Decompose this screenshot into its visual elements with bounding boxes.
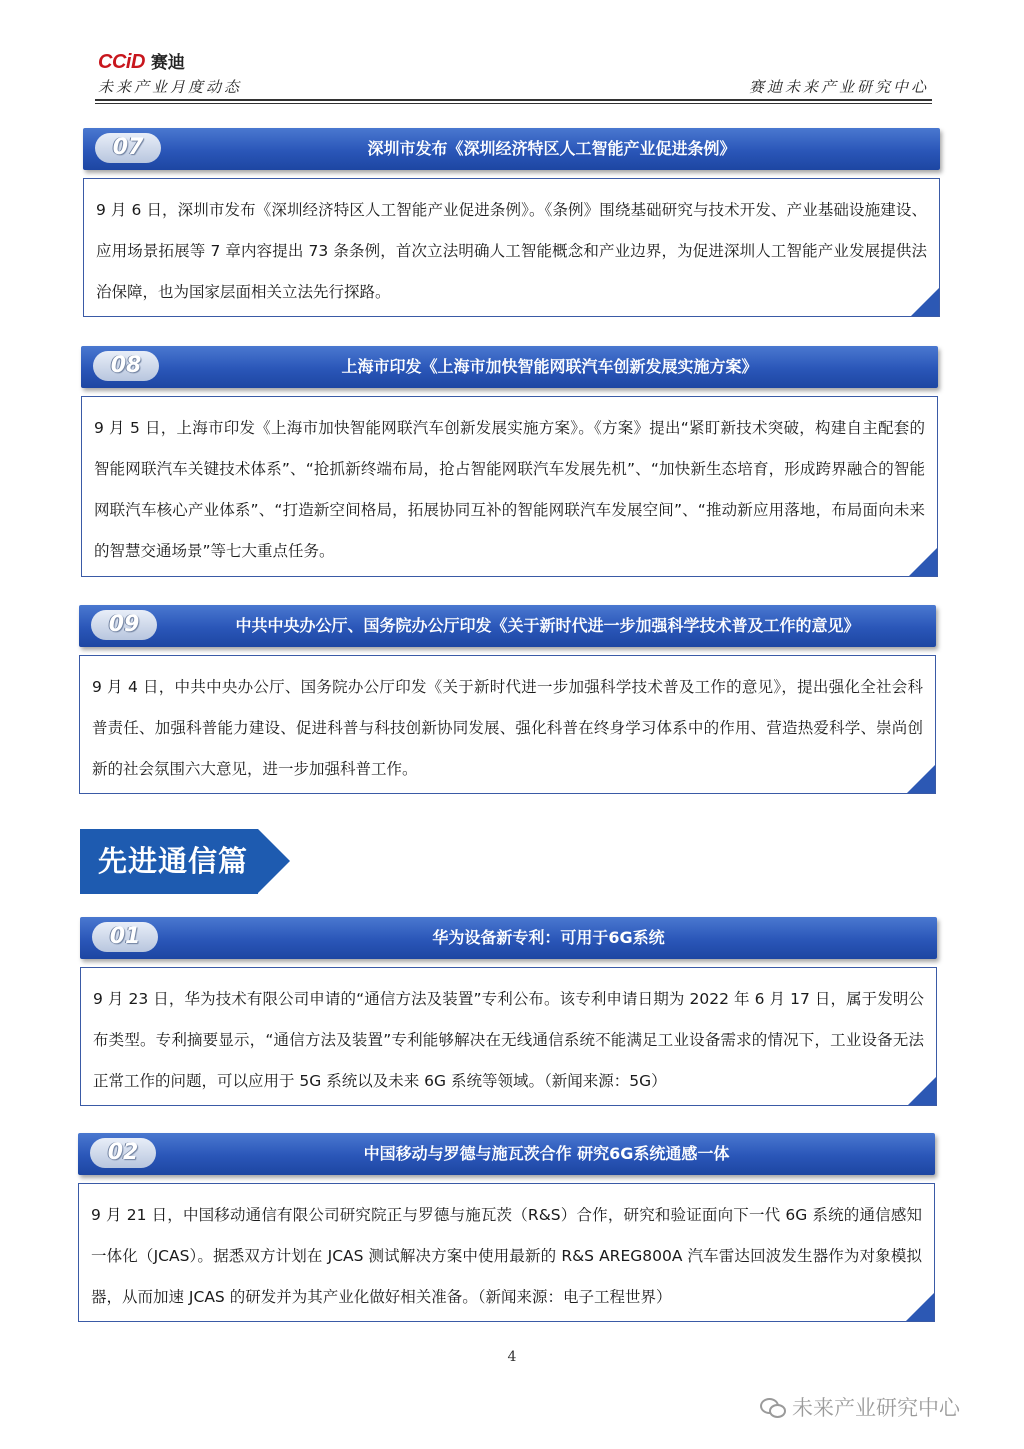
news-item-header bbox=[80, 917, 937, 959]
item-title: 华为设备新专利：可用于6G系统 bbox=[432, 928, 665, 947]
header-left-title: 未来产业月度动态 bbox=[98, 78, 243, 96]
item-body-text: 9 月 23 日，华为技术有限公司申请的“通信方法及装置”专利公布。该专利申请日期为 2022 年 6 月 17 日，属于发明公布类型。专利摘要显示，“通信方法及装置”专利能够解决在无线通信系统不能满足工业设备需求的情况下，工业设备无法正常工作的问题，可以应用于 5G 系统以及未来 6G 系统等领域。（新闻来源：5G） bbox=[93, 990, 924, 1090]
news-item-07 bbox=[83, 128, 940, 317]
section-banner bbox=[80, 829, 290, 894]
item-number-badge: 02 bbox=[90, 1138, 156, 1168]
news-item-header bbox=[81, 346, 938, 388]
item-title: 上海市印发《上海市加快智能网联汽车创新发展实施方案》 bbox=[341, 357, 758, 376]
wechat-icon bbox=[760, 1396, 786, 1418]
news-item-08 bbox=[81, 346, 938, 577]
page-number: 4 bbox=[507, 1349, 517, 1365]
item-number-badge: 01 bbox=[92, 922, 158, 952]
watermark-text: 未来产业研究中心 bbox=[792, 1396, 960, 1420]
news-item-header bbox=[83, 128, 940, 170]
news-item-02 bbox=[78, 1133, 935, 1322]
corner-fold-icon bbox=[907, 765, 935, 793]
header-right-title: 赛迪未来产业研究中心 bbox=[748, 78, 929, 96]
item-body bbox=[83, 178, 940, 317]
news-item-header bbox=[78, 1133, 935, 1175]
corner-fold-icon bbox=[906, 1293, 934, 1321]
item-body-text: 9 月 6 日，深圳市发布《深圳经济特区人工智能产业促进条例》。《条例》围绕基础研究与技术开发、产业基础设施建设、应用场景拓展等 7 章内容提出 73 条条例，首次立法明确人工智能概念和产业边界，为促进深圳人工智能产业发展提供法治保障，也为国家层面相关立法先行探路。 bbox=[96, 201, 927, 301]
item-number-badge: 09 bbox=[91, 610, 157, 640]
item-number-badge: 08 bbox=[93, 351, 159, 381]
news-item-09 bbox=[79, 605, 936, 794]
section-title: 先进通信篇 bbox=[98, 844, 249, 878]
item-title: 中共中央办公厅、国务院办公厅印发《关于新时代进一步加强科学技术普及工作的意见》 bbox=[235, 616, 860, 635]
item-title: 中国移动与罗德与施瓦茨合作 研究6G系统通感一体 bbox=[363, 1144, 730, 1163]
corner-fold-icon bbox=[911, 288, 939, 316]
corner-fold-icon bbox=[909, 548, 937, 576]
watermark bbox=[760, 1392, 960, 1422]
header-logo bbox=[98, 48, 185, 74]
section-banner-arrow-icon bbox=[258, 829, 290, 893]
item-title: 深圳市发布《深圳经济特区人工智能产业促进条例》 bbox=[367, 139, 736, 158]
item-body bbox=[79, 655, 936, 794]
item-body bbox=[78, 1183, 935, 1322]
item-body-text: 9 月 5 日，上海市印发《上海市加快智能网联汽车创新发展实施方案》。《方案》提出“紧盯新技术突破，构建自主配套的智能网联汽车关键技术体系”、“抢抓新终端布局，抢占智能网联汽车发展先机”、“加快新生态培育，形成跨界融合的智能网联汽车核心产业体系”、“打造新空间格局，拓展协同互补的智能网联汽车发展空间”、“推动新应用落地，布局面向未来的智慧交通场景”等七大重点任务。 bbox=[94, 419, 925, 560]
news-item-header bbox=[79, 605, 936, 647]
ccid-logo-mark: CCiD bbox=[98, 51, 145, 73]
header-divider bbox=[95, 99, 932, 101]
item-body bbox=[81, 396, 938, 577]
ccid-logo-text: 赛迪 bbox=[150, 53, 185, 73]
item-body bbox=[80, 967, 937, 1106]
item-body-text: 9 月 21 日，中国移动通信有限公司研究院正与罗德与施瓦茨（R&S）合作，研究和验证面向下一代 6G 系统的通信感知一体化（JCAS）。据悉双方计划在 JCAS 测试解决方案中使用最新的 R&S AREG800A 汽车雷达回波发生器作为对象模拟器，从而加速 JCAS 的研发并为其产业化做好相关准备。（新闻来源：电子工程世界） bbox=[91, 1206, 922, 1306]
corner-fold-icon bbox=[908, 1077, 936, 1105]
item-body-text: 9 月 4 日，中共中央办公厅、国务院办公厅印发《关于新时代进一步加强科学技术普及工作的意见》，提出强化全社会科普责任、加强科普能力建设、促进科普与科技创新协同发展、强化科普在终身学习体系中的作用、营造热爱科学、崇尚创新的社会氛围六大意见，进一步加强科普工作。 bbox=[92, 678, 923, 778]
news-item-01 bbox=[80, 917, 937, 1106]
header-divider-thin bbox=[95, 103, 932, 104]
item-number-badge: 07 bbox=[95, 133, 161, 163]
